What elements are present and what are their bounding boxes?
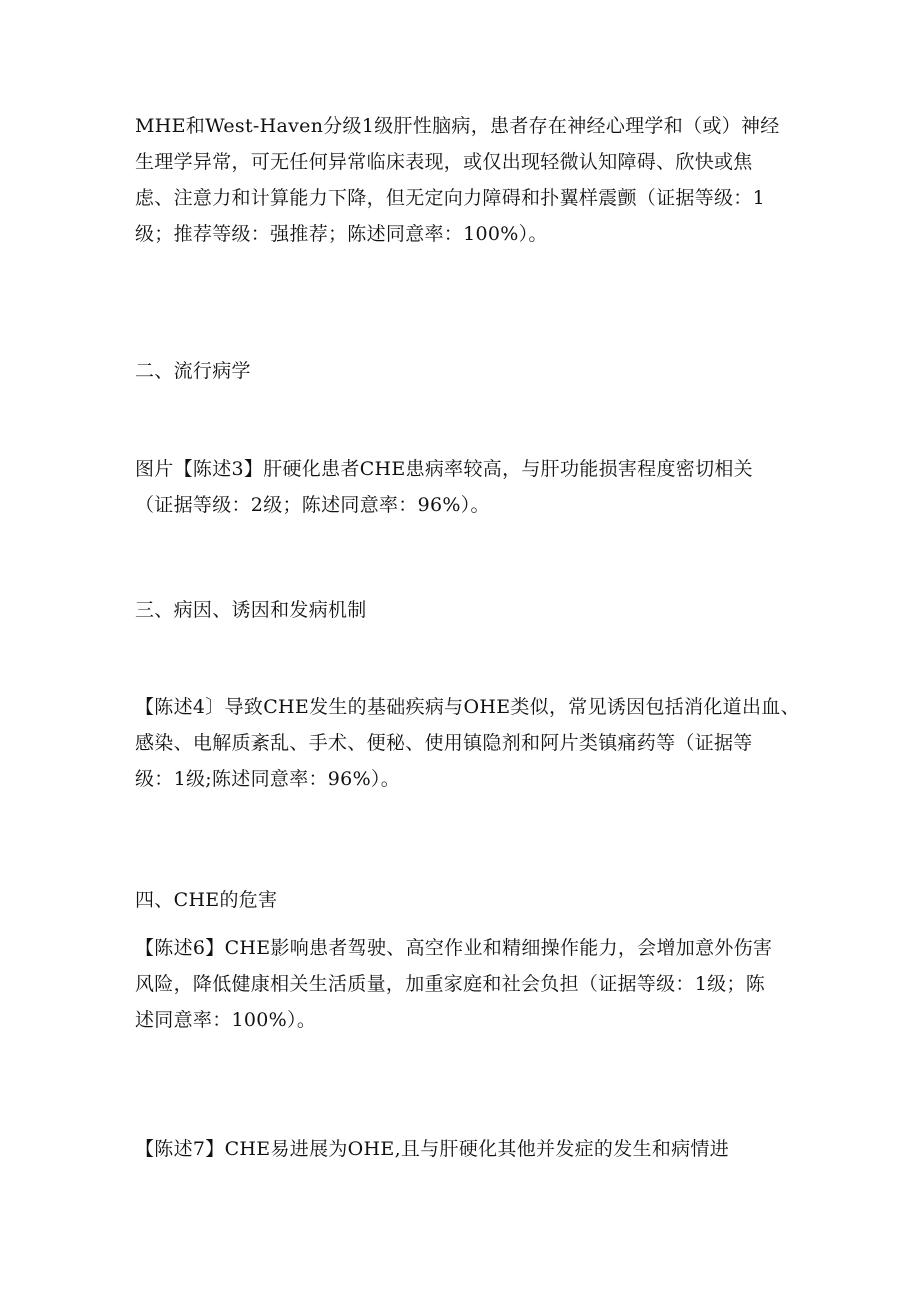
paragraph-statement-3 <box>135 451 795 523</box>
section-heading-epidemiology <box>135 353 795 389</box>
text-line: 级：1级;陈述同意率：96%）。 <box>135 768 401 790</box>
heading-text: 三、病因、诱因和发病机制 <box>135 599 367 621</box>
paragraph-statement-7 <box>135 1131 795 1167</box>
text-line: 述同意率：100%）。 <box>135 1009 317 1031</box>
paragraph-mhe-grading <box>135 108 795 252</box>
text-line: 风险，降低健康相关生活质量，加重家庭和社会负担（证据等级：1级；陈 <box>135 973 765 995</box>
heading-text: 四、CHE的危害 <box>135 889 278 911</box>
section-heading-etiology <box>135 592 795 628</box>
paragraph-statement-4 <box>135 689 800 797</box>
text-line: 图片【陈述3】肝硬化患者CHE患病率较高，与肝功能损害程度密切相关 <box>135 458 753 480</box>
text-line: （证据等级：2级；陈述同意率：96%）。 <box>135 494 490 516</box>
text-line: 生理学异常，可无任何异常临床表现，或仅出现轻微认知障碍、欣快或焦 <box>135 151 753 173</box>
text-line: 【陈述4〕导致CHE发生的基础疾病与OHE类似，常见诱因包括消化道出血、 <box>135 696 800 718</box>
text-line: MHE和West-Haven分级1级肝性脑病，患者存在神经心理学和（或）神经 <box>135 115 780 137</box>
text-line: 感染、电解质紊乱、手术、便秘、使用镇隐剂和阿片类镇痛药等（证据等 <box>135 732 753 754</box>
text-line: 级；推荐等级：强推荐；陈述同意率：100%）。 <box>135 223 548 245</box>
text-line: 虑、注意力和计算能力下降，但无定向力障碍和扑翼样震颤（证据等级：1 <box>135 187 765 209</box>
paragraph-statement-6 <box>135 930 795 1038</box>
text-line: 【陈述7】CHE易进展为OHE,且与肝硬化其他并发症的发生和病情进 <box>135 1138 730 1160</box>
section-heading-harm <box>135 882 795 918</box>
heading-text: 二、流行病学 <box>135 360 251 382</box>
text-line: 【陈述6】CHE影响患者驾驶、高空作业和精细操作能力，会增加意外伤害 <box>135 937 773 959</box>
